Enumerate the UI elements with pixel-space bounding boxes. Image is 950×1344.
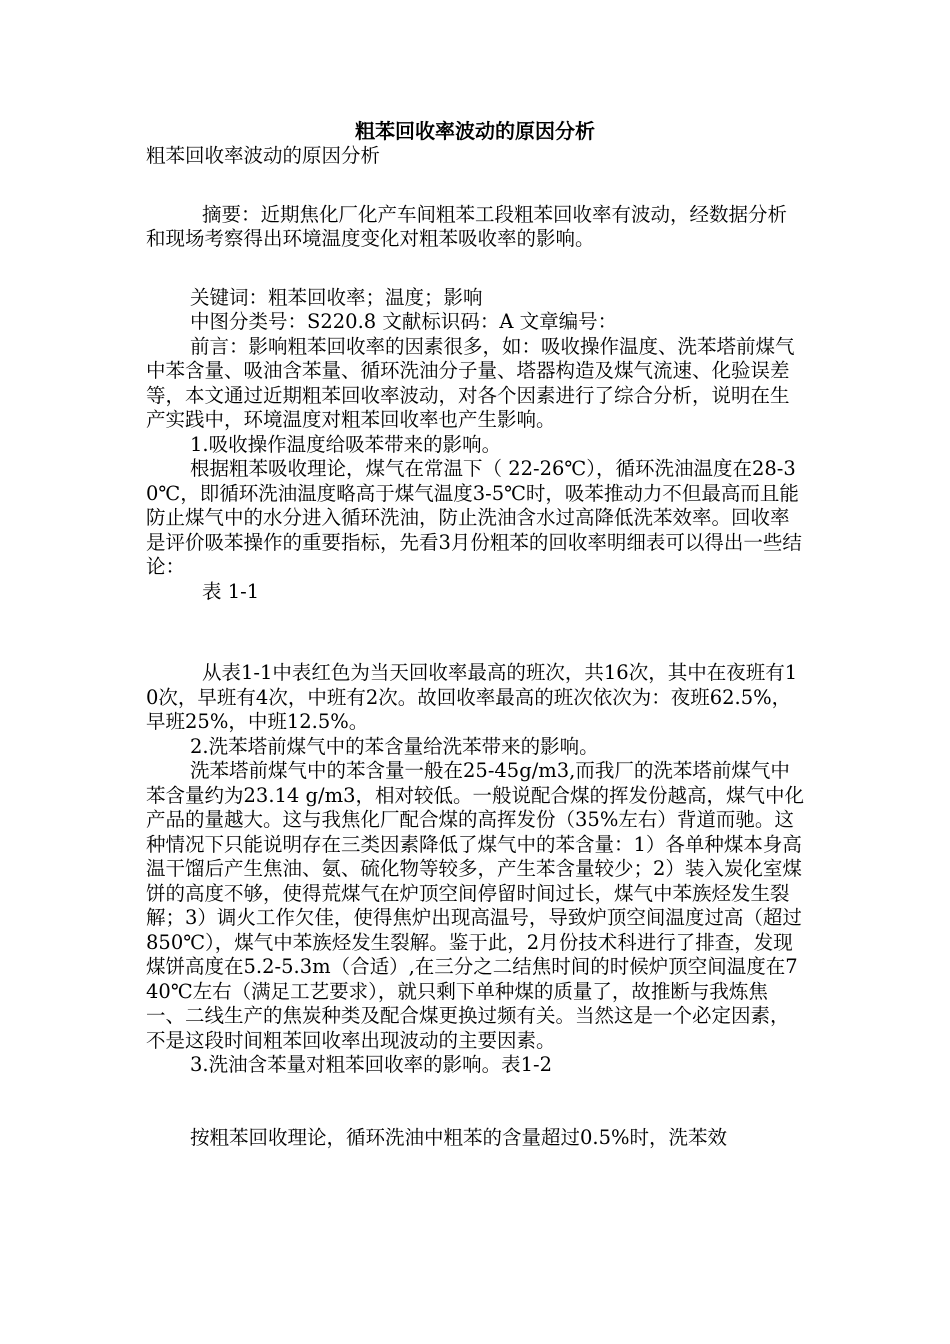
spacer [146, 252, 804, 276]
classification-line: 中图分类号：S220.8 文献标识码：A 文章编号： [190, 310, 618, 333]
abstract-paragraph: 摘要：近期焦化厂化产车间粗苯工段粗苯回收率有波动，经数据分析和现场考察得出环境温度变化对粗苯吸收率的影响。 [146, 202, 788, 250]
section2-body: 洗苯塔前煤气中的苯含量一般在25-45g/m3,而我厂的洗苯塔前煤气中苯含量约为23.14 g/m3，相对较低。一般说配合煤的挥发份越高，煤气中化产品的量越大。这与我焦化厂配合煤的高挥发份（35%左右）背道而驰。这种情况下只能说明存在三类因素降低了煤气中的苯含量：1）各单种煤本身高温干馏后产生焦油、氨、硫化物等较多，产生苯含量较少；2）装入炭化室煤饼的高度不够，使得荒煤气在炉顶空间停留时间过长，煤气中苯族烃发生裂解；3）调火工作欠佳，使得焦炉出现高温号，导致炉顶空间温度过高（超过850℃），煤气中苯族烃发生裂解。鉴于此，2月份技术科进行了排查，发现煤饼高度在5.2-5.3m（合适）,在三分之二结焦时间的时候炉顶空间温度在740℃左右（满足工艺要求），就只剩下单种煤的质量了，故推断与我炼焦一、二线生产的焦炭种类及配合煤更换过频有关。当然这是一个必定因素，不是这段时间粗苯回收率出现波动的主要因素。 [146, 759, 804, 1052]
section1-heading: 1.吸收操作温度给吸苯带来的影响。 [190, 432, 502, 456]
section2-heading: 2.洗苯塔前煤气中的苯含量给洗苯带来的影响。 [190, 734, 599, 758]
document-subtitle: 粗苯回收率波动的原因分析 [146, 144, 381, 167]
table1-analysis: 从表1-1中表红色为当天回收率最高的班次，共16次，其中在夜班有10次，早班有4次，中班有2次。故回收率最高的班次依次为：夜班62.5%，早班25%，中班12.5%。 [146, 661, 798, 733]
section1-body: 根据粗苯吸收理论，煤气在常温下（ 22-26℃），循环洗油温度在28-30℃，即循环洗油温度略高于煤气温度3-5℃时，吸苯推动力不但最高而且能防止煤气中的水分进入循环洗油，防止洗油含水过高降低洗苯效率。回收率是评价吸苯操作的重要指标，先看3月份粗苯的回收率明细表可以得出一些结论： [146, 457, 802, 578]
spacer [146, 169, 804, 193]
table2-placeholder [146, 1078, 804, 1128]
section3-heading: 3.洗油含苯量对粗苯回收率的影响。表1-2 [190, 1053, 553, 1076]
preface-paragraph: 前言：影响粗苯回收率的因素很多，如：吸收操作温度、洗苯塔前煤气中苯含量、吸油含苯量、循环洗油分子量、塔器构造及煤气流速、化验误差等，本文通过近期粗苯回收率波动，对各个因素进行了综合分析，说明在生产实践中，环境温度对粗苯回收率也产生影响。 [146, 334, 795, 431]
document-page [146, 118, 804, 1150]
table1-caption: 表 1-1 [202, 579, 260, 603]
keywords-line: 关键词：粗苯回收率；温度；影响 [190, 285, 483, 309]
table1-placeholder [146, 604, 804, 654]
document-title: 粗苯回收率波动的原因分析 [355, 119, 595, 143]
section3-body: 按粗苯回收理论，循环洗油中粗苯的含量超过0.5%时，洗苯效 [190, 1125, 728, 1149]
